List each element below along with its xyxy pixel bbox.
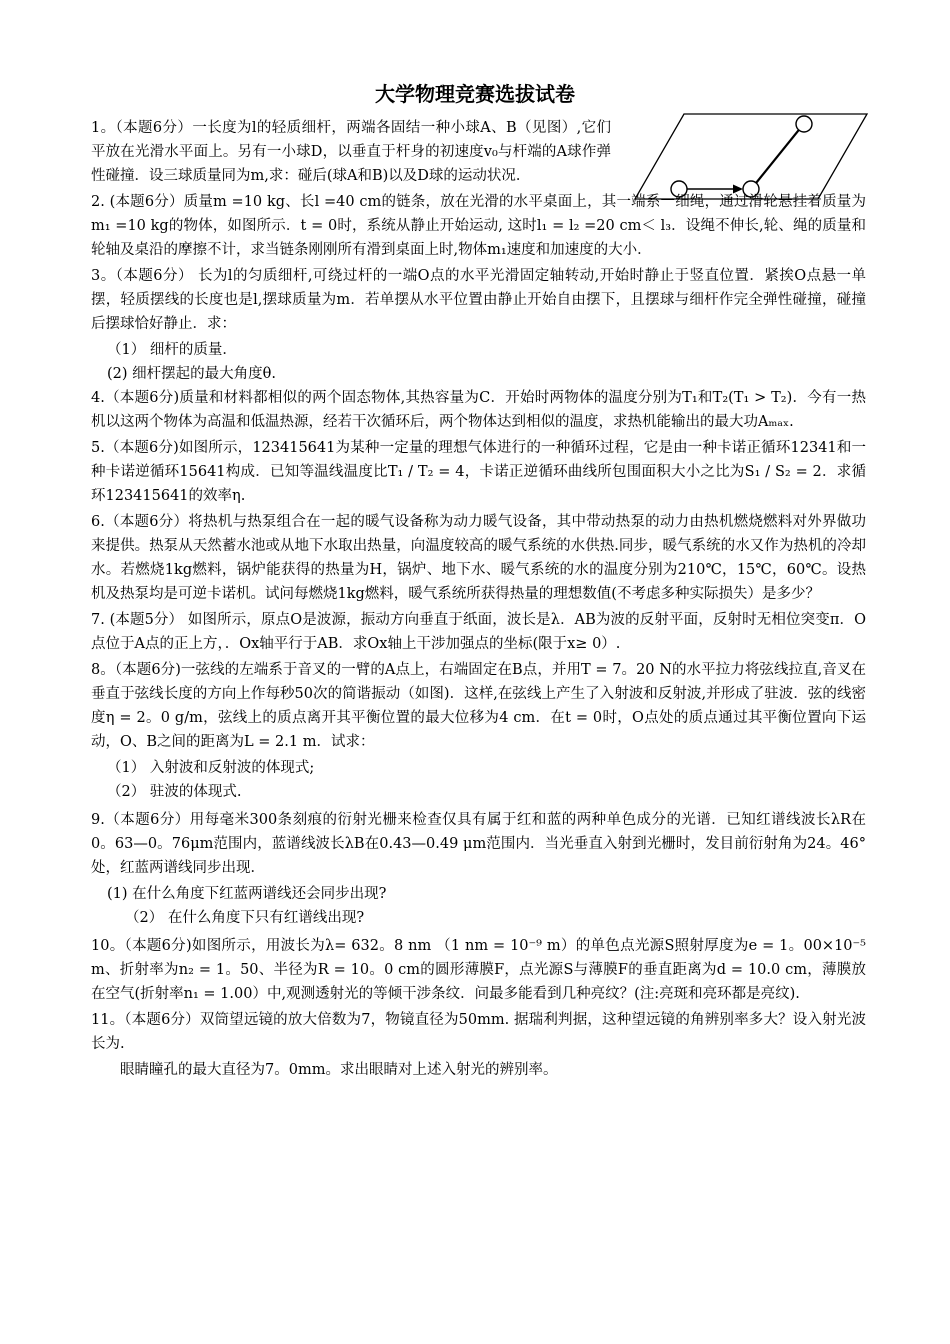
question-9-sub-2: （2） 在什么角度下只有红谱线出现? [125,910,365,926]
question-8-sub-2: （2） 驻波的体现式. [107,784,242,800]
question-9: 9.（本题6分）用每毫米300条刻痕的衍射光栅来检查仅具有属于红和蓝的两种单色成分的光谱．已知红谱线波长λR在0。63—0。76μm范围内，蓝谱线波长λB在0.43—0.49 μm范围内．当光垂直入射到光栅时，发目前衍射角为24。46°处，红蓝两谱线同步出现． [91,812,866,876]
question-7: 7. (本题5分） 如图所示，原点O是波源，振动方向垂直于纸面，波长是λ．AB为波的反射平面，反射时无相位突变π．O点位于A点的正上方，．Ox轴平行于AB．求Ox轴上干涉加强点的坐标(限于x≥ 0）. [91,612,866,652]
question-4: 4.（本题6分)质量和材料都相似的两个固态物体,其热容量为C．开始时两物体的温度分别为T₁和T₂(T₁ > T₂)．今有一热机以这两个物体为高温和低温热源，经若干次循环后，两个物体达到相似的温度，求热机能输出的最大功Aₘₐₓ. [91,390,866,430]
exam-content [91,116,866,1084]
question-3-sub-1: （1） 细杆的质量． [107,342,237,358]
page-title: 大学物理竞赛选拔试卷 [375,82,575,106]
question-2: 2. (本题6分）质量m =10 kg、长l =40 cm的链条，放在光滑的水平桌面上，其一端系一细绳，通过滑轮悬挂着质量为m₁ =10 kg的物体，如图所示．t = 0时，系统从静止开始运动, 这时l₁ = l₂ =20 cm＜ l₃．设绳不伸长,轮、绳的质量和轮轴及桌沿的摩擦不计，求当链条刚刚所有滑到桌面上时,物体m₁速度和加速度的大小． [91,194,866,258]
question-5: 5.（本题6分)如图所示，123415641为某种一定量的理想气体进行的一种循环过程，它是由一种卡诺正循环12341和一种卡诺逆循环15641构成．已知等温线温度比T₁ / T₂ = 4，卡诺正逆循环曲线所包围面积大小之比为S₁ / S₂ = 2．求循环123415641的效率η. [91,440,866,504]
question-11-note: 眼睛瞳孔的最大直径为7。0mm。求出眼睛对上述入射光的辨别率。 [120,1062,558,1078]
question-3: 3。（本题6分） 长为l的匀质细杆,可绕过杆的一端O点的水平光滑固定轴转动,开始时静止于竖直位置．紧挨O点悬一单摆，轻质摆线的长度也是l,摆球质量为m．若单摆从水平位置由静止开始自由摆下，且摆球与细杆作完全弹性碰撞，碰撞后摆球恰好静止．求： [91,268,866,332]
question-3-sub-2: (2) 细杆摆起的最大角度θ. [107,366,276,382]
question-1: 1。（本题6分）一长度为l的轻质细杆，两端各固结一种小球A、B（见图）,它们平放在光滑水平面上。另有一小球D，以垂直于杆身的初速度v₀与杆端的A球作弹性碰撞．设三球质量同为m,求：碰后(球A和B)以及D球的运动状况． [91,120,611,184]
question-6: 6.（本题6分）将热机与热泵组合在一起的暖气设备称为动力暖气设备，其中带动热泵的动力由热机燃烧燃料对外界做功来提供。热泵从天然蓄水池或从地下水取出热量，向温度较高的暖气系统的水供热.同步，暖气系统的水又作为热机的冷却水。若燃烧1kg燃料，锅炉能获得的热量为H，锅炉、地下水、暖气系统的水的温度分别为210℃，15℃，60℃。设热机及热泵均是可逆卡诺机。试问每燃烧1kg燃料，暖气系统所获得热量的理想数值(不考虑多种实际损失）是多少？ [91,514,866,602]
question-8-sub-1: （1） 入射波和反射波的体现式; [107,760,315,776]
question-10: 10。（本题6分)如图所示，用波长为λ= 632。8 nm （1 nm = 10⁻⁹ m）的单色点光源S照射厚度为e = 1。00×10⁻⁵ m、折射率为n₂ = 1。50、半径为R = 10。0 cm的圆形薄膜F，点光源S与薄膜F的垂直距离为d = 10.0 cm，薄膜放在空气(折射率n₁ = 1.00）中,观测透射光的等倾干涉条纹．问最多能看到几种亮纹？(注:亮斑和亮环都是亮纹). [91,938,866,1002]
question-11: 11。（本题6分）双筒望远镜的放大倍数为7，物镜直径为50mm. 据瑞利判据，这种望远镜的角辨别率多大？设入射光波长为. [91,1012,866,1052]
question-8: 8。（本题6分)一弦线的左端系于音叉的一臂的A点上，右端固定在B点，并用T = 7。20 N的水平拉力将弦线拉直,音叉在垂直于弦线长度的方向上作每秒50次的简谐振动（如图)．这样,在弦线上产生了入射波和反射波,并形成了驻波．弦的线密度η = 2。0 g/m，弦线上的质点离开其平衡位置的最大位移为4 cm．在t = 0时，O点处的质点通过其平衡位置向下运动，O、B之间的距离为L = 2.1 m．试求： [91,662,866,750]
question-9-sub-1: (1) 在什么角度下红蓝两谱线还会同步出现? [107,886,387,902]
